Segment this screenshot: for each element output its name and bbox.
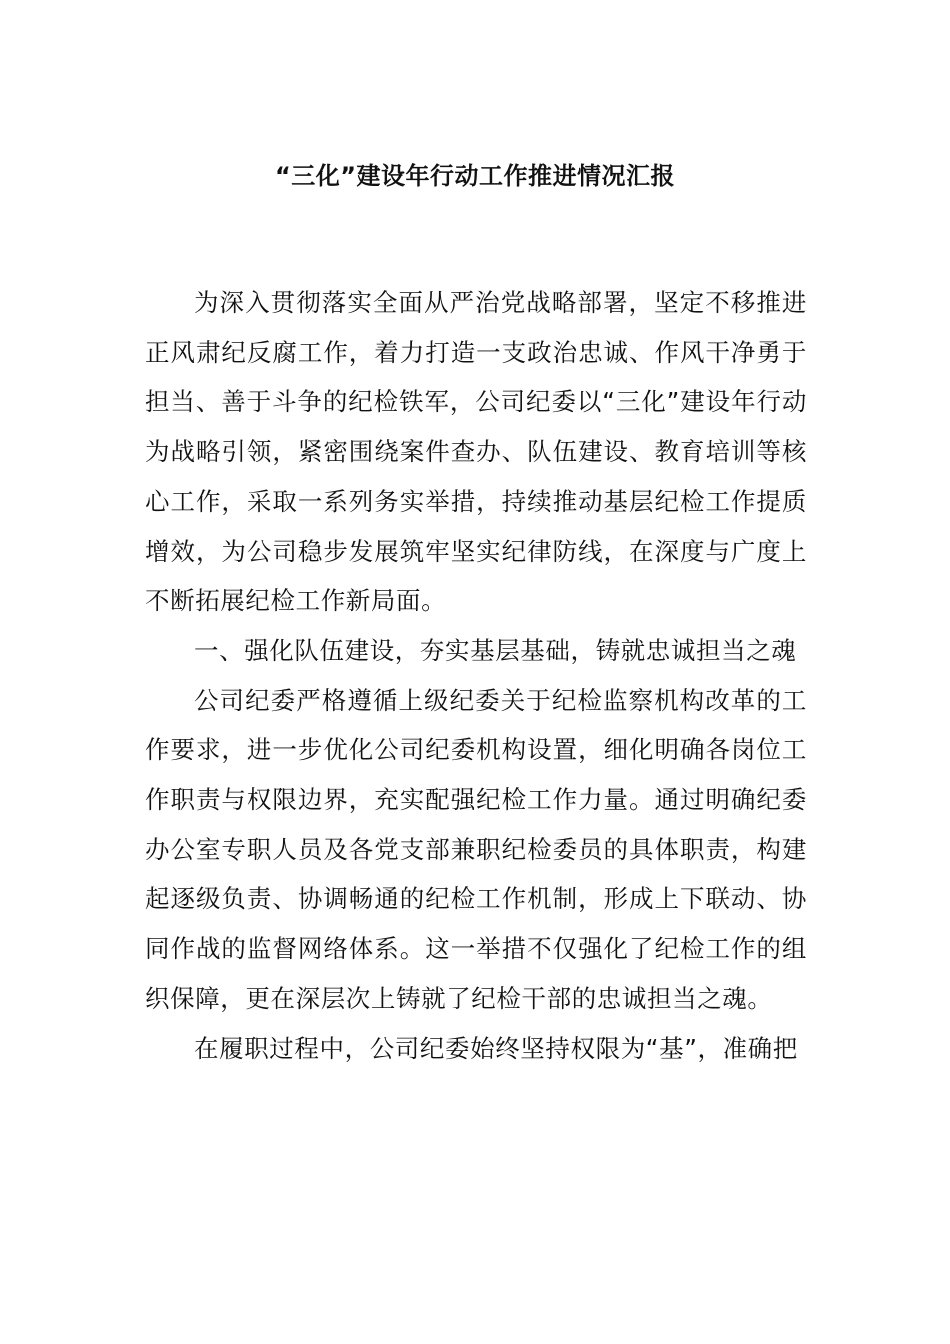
document-title: “三化”建设年行动工作推进情况汇报 xyxy=(274,162,676,190)
intro-paragraph: 为深入贯彻落实全面从严治党战略部署，坚定不移推进正风肃纪反腐工作，着力打造一支政治忠诚、作风干净勇于担当、善于斗争的纪检铁军，公司纪委以“三化”建设年行动为战略引领，紧密围绕案件查办、队伍建设、教育培训等核心工作，采取一系列务实举措，持续推动基层纪检工作提质增效，为公司稳步发展筑牢坚实纪律防线，在深度与广度上不断拓展纪检工作新局面。 xyxy=(145,288,807,616)
section-heading-1: 一、强化队伍建设，夯实基层基础，铸就忠诚担当之魂 xyxy=(194,635,797,665)
section-1-paragraph-1: 公司纪委严格遵循上级纪委关于纪检监察机构改革的工作要求，进一步优化公司纪委机构设置，细化明确各岗位工作职责与权限边界，充实配强纪检工作力量。通过明确纪委办公室专职人员及各党支部兼职纪检委员的具体职责，构建起逐级负责、协调畅通的纪检工作机制，形成上下联动、协同作战的监督网络体系。这一举措不仅强化了纪检工作的组织保障，更在深层次上铸就了纪检干部的忠诚担当之魂。 xyxy=(145,685,807,1013)
section-1-paragraph-2: 在履职过程中，公司纪委始终坚持权限为“基”，准确把 xyxy=(194,1033,798,1063)
document-body xyxy=(145,278,807,1073)
